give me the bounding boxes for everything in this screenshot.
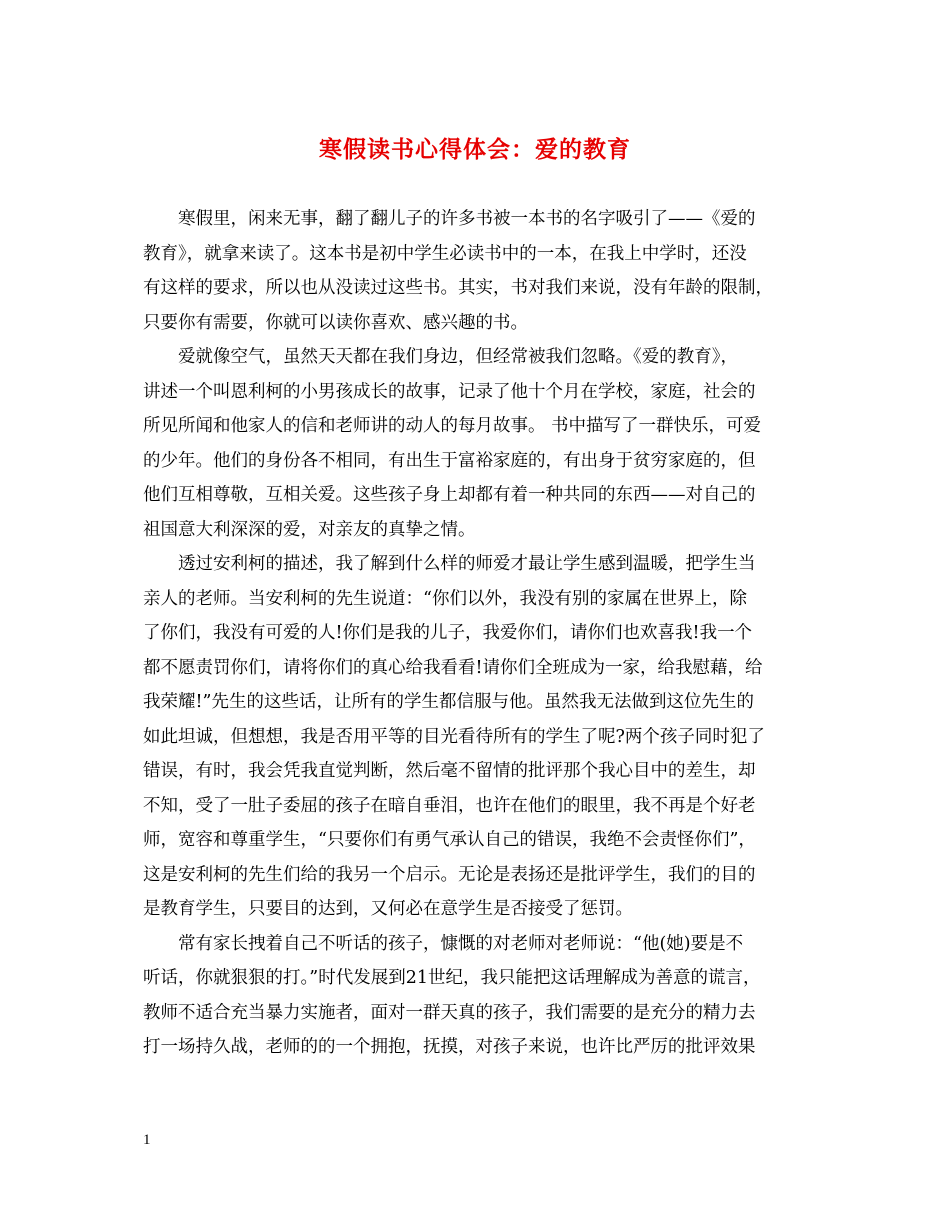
body-line: 教育》，就拿来读了。这本书是初中学生必读书中的一本，在我上中学时，还没 [143,243,747,264]
body-line: 寒假里，闲来无事，翻了翻儿子的许多书被一本书的名字吸引了——《爱的 [178,209,756,229]
body-line: 的少年。他们的身份各不相同，有出生于富裕家庭的，有出身于贫穷家庭的，但 [143,450,756,471]
body-line: 他们互相尊敬，互相关爱。这些孩子身上却都有着一种共同的东西——对自己的 [143,485,756,505]
body-line: 所见所闻和他家人的信和老师讲的动人的每月故事。 书中描写了一群快乐，可爱 [143,416,762,436]
body-line: 这是安利柯的先生们给的我另一个启示。无论是表扬还是批评学生，我们的目的 [143,864,756,885]
body-line: 听话，你就狠狠的打。”时代发展到21世纪，我只能把这话理解成为善意的谎言， [143,968,761,988]
body-line: 有这样的要求，所以也从没读过这些书。其实，书对我们来说，没有年龄的限制， [143,278,773,298]
body-line: 祖国意大利深深的爱，对亲友的真挚之情。 [143,519,476,540]
body-line: 教师不适合充当暴力实施者，面对一群天真的孩子，我们需要的是充分的精力去 [143,1002,756,1023]
body-line: 了你们，我没有可爱的人!你们是我的儿子，我爱你们，请你们也欢喜我!我一个 [143,623,753,643]
body-line: 师，宽容和尊重学生，“只要你们有勇气承认自己的错误，我绝不会责怪你们”， [143,830,756,850]
document-body [143,202,813,1065]
body-line: 如此坦诚，但想想，我是否用平等的目光看待所有的学生了呢?两个孩子同时犯了 [143,726,765,747]
document-title: 寒假读书心得体会：爱的教育 [319,136,631,163]
body-line: 不知，受了一肚子委屈的孩子在暗自垂泪，也许在他们的眼里，我不再是个好老 [143,795,756,816]
body-line: 只要你有需要，你就可以读你喜欢、感兴趣的书。 [143,312,528,333]
body-line: 是教育学生，只要目的达到，又何必在意学生是否接受了惩罚。 [143,899,633,919]
body-line: 爱就像空气，虽然天天都在我们身边，但经常被我们忽略。《爱的教育》， [178,347,738,367]
body-line: 亲人的老师。当安利柯的先生说道：“你们以外，我没有别的家属在世界上，除 [143,588,747,609]
body-line: 透过安利柯的描述，我了解到什么样的师爱才最让学生感到温暖，把学生当 [178,554,756,574]
body-line: 我荣耀!”先生的这些话，让所有的学生都信服与他。虽然我无法做到这位先生的 [143,692,754,712]
page-number: 1 [143,1132,151,1148]
body-line: 常有家长拽着自己不听话的孩子，慷慨的对老师对老师说：“他(她)要是不 [178,933,744,954]
body-line: 都不愿责罚你们，请将你们的真心给我看看!请你们全班成为一家，给我慰藉，给 [143,657,763,678]
body-line: 打一场持久战，老师的的一个拥抱，抚摸，对孩子来说，也许比严厉的批评效果 [143,1037,756,1057]
body-line: 讲述一个叫恩利柯的小男孩成长的故事，记录了他十个月在学校，家庭，社会的 [143,381,756,402]
body-line: 错误，有时，我会凭我直觉判断，然后毫不留情的批评那个我心目中的差生，却 [143,761,756,781]
